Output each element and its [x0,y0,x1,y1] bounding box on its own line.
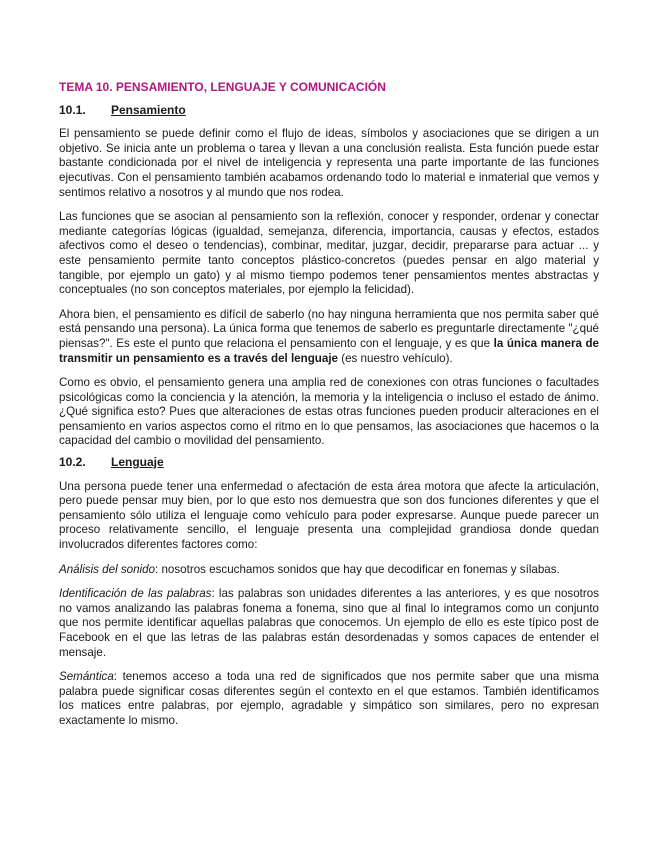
document-page [59,80,599,739]
section-number: 10.1. [59,102,86,117]
bold-highlight: la única manera de transmitir un pensamiento es a través del lenguaje [59,336,599,365]
paragraph-text: (es nuestro vehículo). [338,351,453,365]
document-title: TEMA 10. PENSAMIENTO, LENGUAJE Y COMUNICACIÓN [59,80,386,94]
paragraph [59,670,599,728]
paragraph: El pensamiento se puede definir como el flujo de ideas, símbolos y asociaciones que se dirigen a un objetivo. Se inicia ante un problema o tarea y llevan a una conclusión realista. Esta función puede estar bastante condicionada por el nivel de inteligencia y representa una parte importante de las funciones ejecutivas. Con el pensamiento también acabamos ordenando todo lo material e inmaterial que vemos y sentimos relativo a nosotros y al mundo que nos rodea. [59,127,599,199]
paragraph [59,308,599,366]
paragraph-text: : nosotros escuchamos sonidos que hay que decodificar en fonemas y sílabas. [155,562,560,576]
section-heading-pensamiento [59,103,599,118]
paragraph [59,587,599,660]
paragraph-text: : tenemos acceso a toda una red de significados que nos permite saber que una misma palabra puede significar cosas diferentes según el contexto en el que estamos. También identificamos los matices entre palabras, por ejemplo, agradable y simpático son similares, pero no expresan exactamente lo mismo. [59,670,599,727]
paragraph: Como es obvio, el pensamiento genera una amplia red de conexiones con otras funciones o facultades psicológicas como la conciencia y la atención, la memoria y la inteligencia o incluso el estado de ánimo. ¿Qué significa esto? Pues que alteraciones de estas otras funciones pueden producir alteraciones en el pensamiento en varios aspectos como el ritmo en lo que pensamos, las asociaciones que hacemos o la capacidad del cambio o movilidad del pensamiento. [59,376,599,448]
section-heading-lenguaje [59,455,599,470]
paragraph: Las funciones que se asocian al pensamiento son la reflexión, conocer y responder, ordenar y conectar mediante categorías lógicas (igualdad, semejanza, diferencia, importancia, causas y efectos, estados afectivos como el deseo o tendencias), combinar, meditar, juzgar, decidir, prepararse para actuar ... y este pensamiento permite tanto conceptos plástico-concretos (puedes pensar en algo material y tangible, por ejemplo un gato) y al mismo tiempo podemos tener pensamientos mentes abstractas y conceptuales (no son conceptos materiales, por ejemplo la felicidad). [59,210,599,297]
section-name: Lenguaje [111,455,164,470]
italic-term: Identificación de las palabras [59,587,212,601]
paragraph [59,563,599,578]
section-name: Pensamiento [111,102,186,117]
paragraph-text: Ahora bien, el pensamiento es difícil de saberlo (no hay ninguna herramienta que nos permita saber qué está pensando una persona). La única forma que tenemos de saberlo es preguntarle directamente "¿qué piensas?". Es este el punto que relaciona el pensamiento con el lenguaje, y es que [59,307,599,350]
italic-term: Semántica [59,670,114,684]
italic-term: Análisis del sonido [59,562,156,576]
paragraph-text: : las palabras son unidades diferentes a las anteriores, y es que nosotros no vamos analizando las palabras fonema a fonema, sino que al final lo integramos como un conjunto que nos permite identificar aquellas palabras que conocemos. Un ejemplo de ello es este típico post de Facebook en el que las letras de las palabras están desordenadas y somos capaces de entender el mensaje. [59,587,600,659]
section-number: 10.2. [59,455,86,470]
paragraph: Una persona puede tener una enfermedad o afectación de esta área motora que afecte la articulación, pero puede pensar muy bien, por lo que esto nos demuestra que son dos funciones diferentes y que el pensamiento sólo utiliza el lenguaje como vehículo para poder expresarse. Aunque puede parecer un proceso relativamente sencillo, el lenguaje presenta una complejidad grandiosa donde quedan involucrados diferentes factores como: [59,479,599,552]
